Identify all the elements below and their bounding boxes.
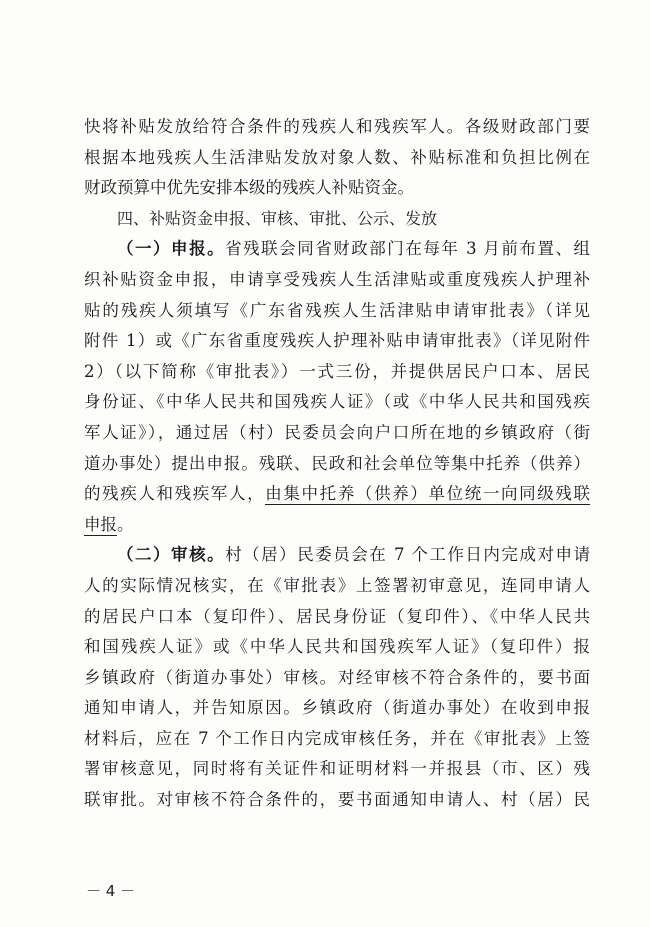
subheading-application: （一）申报。 (117, 239, 226, 259)
text-line: 道办事处）提出申报。残联、民政和社会单位等集中托养（供养） (84, 453, 590, 473)
text-line: 附件 1）或《广东省重度残疾人护理补贴申请审批表》（详见附件 (84, 331, 590, 351)
paragraph-application-first-line (84, 234, 590, 265)
text-line: 2）（以下简称《审批表》）一式三份，并提供居民户口本、居民 (84, 361, 590, 381)
body-text (84, 112, 590, 816)
page-number: － 4 － (86, 882, 136, 900)
text-line: 的居民户口本（复印件）、居民身份证（复印件）、《中华人民共 (84, 606, 590, 626)
text-line: 贴的残疾人须填写《广东省残疾人生活津贴申请审批表》（详见 (84, 300, 590, 320)
text-line: 乡镇政府（街道办事处）审核。对经审核不符合条件的，要书面 (84, 667, 590, 687)
text-line: 织补贴资金申报，申请享受残疾人生活津贴或重度残疾人护理补 (84, 269, 590, 289)
text-line: 材料后，应在 7 个工作日内完成审核任务，并在《审批表》上签 (84, 728, 590, 748)
text-line: 联审批。对审核不符合条件的，要书面通知申请人、村（居）民 (84, 790, 590, 810)
text-line: 根据本地残疾人生活津贴发放对象人数、补贴标准和负担比例在 (84, 147, 590, 167)
text-line: 财政预算中优先安排本级的残疾人补贴资金。 (84, 178, 414, 198)
underlined-text: 申报 (84, 514, 117, 534)
subheading-review: （二）审核。 (117, 545, 226, 565)
text-line: 省残联会同省财政部门在每年 3 月前布置、组 (225, 239, 590, 259)
text-line: 通知申请人，并告知原因。乡镇政府（街道办事处）在收到申报 (84, 698, 590, 718)
text-line: 快将补贴发放给符合条件的残疾人和残疾军人。各级财政部门要 (84, 117, 590, 136)
text-line: 村（居）民委员会在 7 个工作日内完成对申请 (225, 545, 590, 565)
text-line: 军人证》），通过居（村）民委员会向户口所在地的乡镇政府（街 (84, 422, 590, 442)
paragraph-review-first-line (84, 540, 590, 571)
text-line-with-underline (84, 479, 590, 510)
text-line-with-underline (84, 510, 590, 541)
text-segment: 的残疾人和残疾军人， (84, 484, 266, 504)
text-line: 身份证、《中华人民共和国残疾人证》（或《中华人民共和国残疾 (84, 392, 590, 412)
section-heading: 四、补贴资金申报、审核、审批、公示、发放 (117, 208, 438, 228)
text-segment: 。 (117, 514, 134, 534)
underlined-text: 由集中托养（供养）单位统一向同级残联 (265, 484, 591, 504)
text-line: 人的实际情况核实，在《审批表》上签署初审意见，连同申请人 (84, 575, 590, 595)
text-line: 署审核意见，同时将有关证件和证明材料一并报县（市、区）残 (84, 759, 590, 779)
text-line: 和国残疾人证》或《中华人民共和国残疾军人证》（复印件）报 (84, 637, 590, 657)
